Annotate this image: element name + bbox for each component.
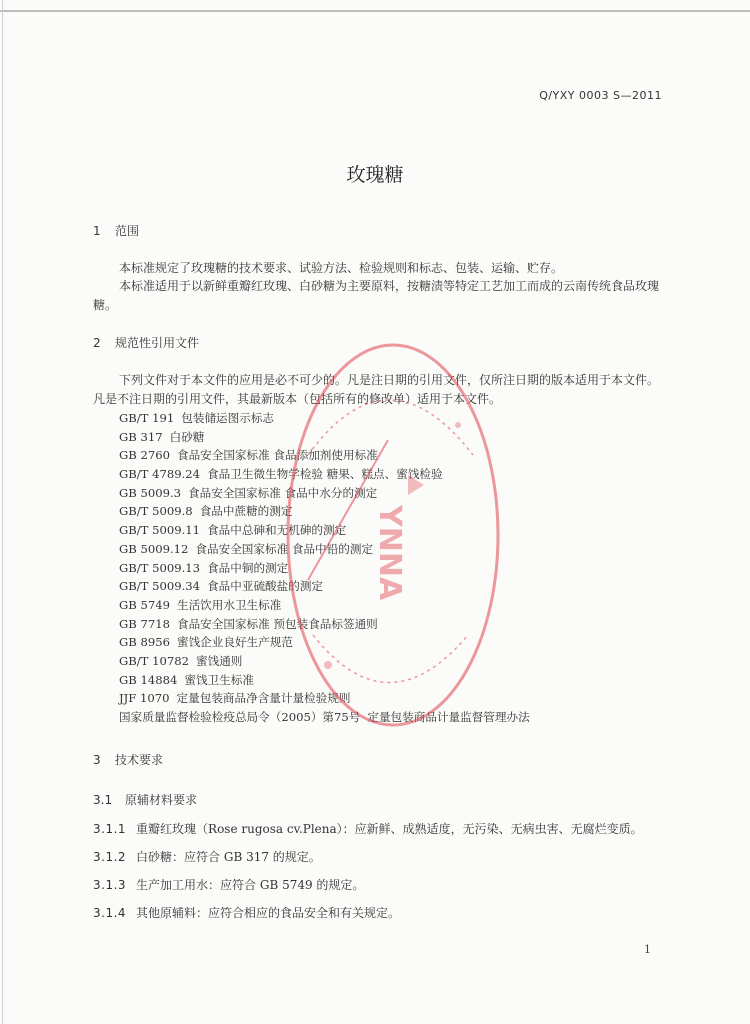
- reference-name: 食品安全国家标准 食品中水分的测定: [188, 485, 378, 500]
- standard-code: Q/YXY 0003 S—2011: [539, 89, 662, 102]
- clause-text: 生产加工用水：应符合 GB 5749 的规定。: [136, 878, 365, 892]
- scan-edge-left: [2, 0, 3, 1024]
- reference-item: [119, 671, 530, 690]
- reference-item: [119, 633, 530, 652]
- reference-name: 定量包装商品计量监督管理办法: [367, 710, 530, 724]
- reference-name: 生活饮用水卫生标准: [176, 597, 282, 612]
- subsection-title: 原辅材料要求: [125, 793, 198, 807]
- reference-name: 食品中亚硫酸盐的测定: [207, 579, 324, 594]
- section-number: 1: [93, 224, 101, 238]
- reference-item: [119, 559, 530, 578]
- clause-number: 3.1.1: [93, 822, 127, 836]
- clause-3-1-4: [93, 904, 400, 921]
- reference-item: [119, 577, 530, 596]
- scan-edge-top: [0, 10, 750, 12]
- clause-text: 白砂糖：应符合 GB 317 的规定。: [136, 850, 321, 864]
- clause-text: 重瓣红玫瑰（Rose rugosa cv.Plena）：应新鲜、成熟适度，无污染、无病虫害、无腐烂变质。: [136, 822, 643, 836]
- section-number: 3: [93, 753, 101, 767]
- clause-text: 其他原辅料：应符合相应的食品安全和有关规定。: [136, 906, 401, 920]
- reference-code: GB/T 5009.11: [119, 523, 201, 538]
- clause-3-1-3: [93, 876, 364, 893]
- reference-item: [119, 652, 530, 671]
- page-number: 1: [644, 943, 651, 956]
- clause-3-1-1: [93, 820, 643, 837]
- clause-number: 3.1.4: [93, 906, 127, 920]
- document-title: 玫瑰糖: [346, 164, 404, 186]
- section-title: 范围: [115, 224, 140, 238]
- reference-code: GB/T 5009.34: [119, 579, 201, 594]
- reference-code: GB 5749: [119, 597, 170, 612]
- reference-item: [119, 409, 530, 428]
- reference-code: 国家质量监督检验检疫总局令（2005）第75号: [119, 710, 361, 724]
- reference-code: GB 14884: [119, 672, 178, 687]
- reference-code: GB/T 4789.24: [119, 467, 201, 482]
- reference-name: 食品中铜的测定: [207, 560, 289, 575]
- clause-3-1-2: [93, 848, 321, 865]
- reference-item: [119, 502, 530, 521]
- reference-name: 食品安全国家标准 食品添加剂使用标准: [176, 448, 378, 463]
- section-3-heading: [93, 751, 163, 768]
- reference-item: [119, 540, 530, 559]
- section-title: 规范性引用文件: [115, 336, 200, 350]
- svg-text:YNNA: YNNA: [372, 505, 407, 601]
- reference-code: GB 5009.3: [119, 485, 182, 500]
- reference-list: [119, 409, 530, 727]
- section-1-heading: [93, 222, 139, 239]
- section-title: 技术要求: [115, 753, 164, 767]
- reference-code: GB 7718: [119, 616, 170, 631]
- section-number: 2: [93, 336, 101, 350]
- reference-code: GB 5009.12: [119, 541, 189, 556]
- clause-number: 3.1.2: [93, 850, 127, 864]
- reference-name: 食品卫生微生物学检验 糖果、糕点、蜜饯检验: [207, 467, 443, 482]
- reference-name: 蜜饯通则: [196, 653, 243, 668]
- reference-item: [119, 446, 530, 465]
- reference-item: [119, 484, 530, 503]
- reference-item: [119, 428, 530, 447]
- reference-name: 包装储运图示标志: [181, 411, 275, 425]
- reference-code: GB 2760: [119, 448, 170, 463]
- subsection-3-1-heading: [93, 791, 197, 808]
- reference-code: GB 8956: [119, 635, 170, 650]
- reference-name: 食品中蔗糖的测定: [199, 504, 293, 519]
- reference-item: [119, 689, 530, 708]
- reference-name: 白砂糖: [169, 429, 205, 444]
- reference-code: GB 317: [119, 429, 163, 444]
- reference-item: [119, 596, 530, 615]
- reference-item: [119, 615, 530, 634]
- reference-code: GB/T 5009.8: [119, 504, 193, 519]
- reference-code: JJF 1070: [119, 691, 170, 706]
- reference-item: [119, 521, 530, 540]
- reference-item: [119, 465, 530, 484]
- reference-name: 食品中总砷和无机砷的测定: [207, 523, 347, 538]
- scope-paragraph-1: 本标准规定了玫瑰糖的技术要求、试验方法、检验规则和标志、包装、运输、贮存。: [119, 261, 564, 275]
- clause-number: 3.1.3: [93, 878, 127, 892]
- reference-name: 食品安全国家标准 预包装食品标签通则: [176, 616, 378, 631]
- reference-code: GB/T 10782: [119, 653, 189, 668]
- reference-name: 蜜饯企业良好生产规范: [176, 635, 293, 650]
- section-2-heading: [93, 334, 199, 351]
- scope-paragraph-2: 本标准适用于以新鲜重瓣红玫瑰、白砂糖为主要原料，按糖渍等特定工艺加工而成的云南传统食品玫瑰糖。: [93, 279, 660, 312]
- subsection-number: 3.1: [93, 793, 113, 807]
- reference-code: GB/T 5009.13: [119, 560, 201, 575]
- reference-code: GB/T 191: [119, 411, 175, 425]
- references-intro-paragraph: 下列文件对于本文件的应用是必不可少的。凡是注日期的引用文件，仅所注日期的版本适用于本文件。凡是不注日期的引用文件，其最新版本（包括所有的修改单）适用于本文件。: [93, 373, 660, 406]
- reference-name: 蜜饯卫生标准: [184, 672, 254, 687]
- reference-name: 定量包装商品净含量计量检验规则: [176, 691, 351, 706]
- reference-name: 食品安全国家标准 食品中铅的测定: [195, 541, 374, 556]
- reference-item: [119, 708, 530, 727]
